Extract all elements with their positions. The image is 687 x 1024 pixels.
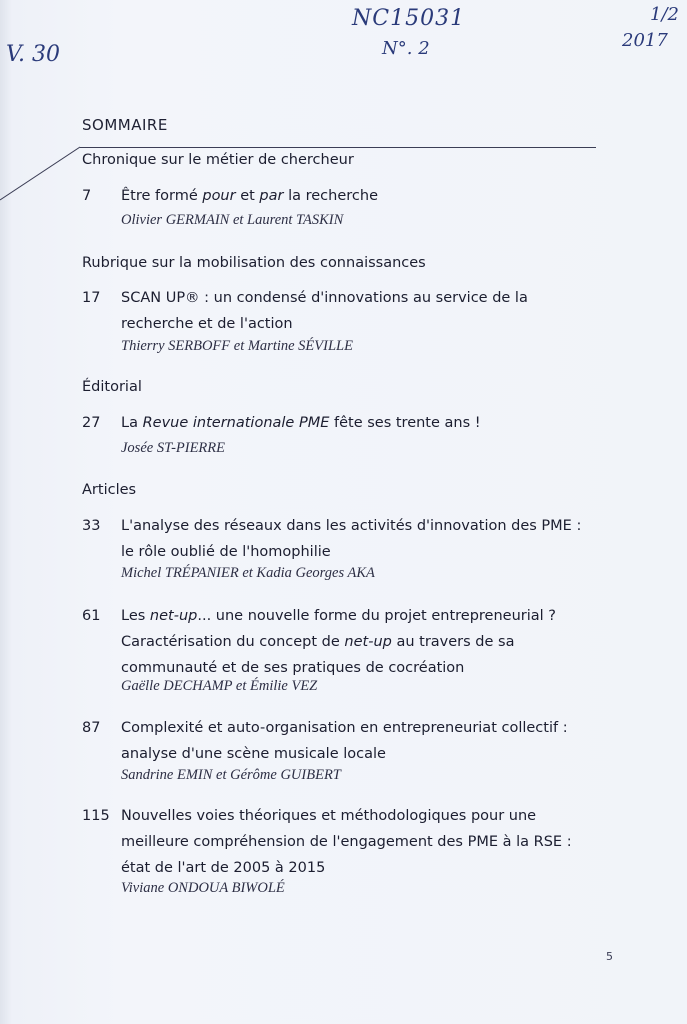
handwritten-volume: V. 30 bbox=[6, 42, 61, 67]
entry-page-number: 115 bbox=[82, 808, 110, 824]
page-title: SOMMAIRE bbox=[82, 116, 168, 134]
section-heading-rubrique: Rubrique sur la mobilisation des connaissances bbox=[82, 255, 426, 271]
handwritten-year: 2017 bbox=[622, 30, 668, 51]
entry-authors: Gaëlle DECHAMP et Émilie VEZ bbox=[121, 678, 318, 694]
handwritten-reference: NC15031 bbox=[352, 6, 466, 31]
entry-title: Complexité et auto-organisation en entrepreneuriat collectif : analyse d'une scène musicale locale bbox=[121, 720, 568, 762]
entry-authors: Olivier GERMAIN et Laurent TASKIN bbox=[121, 212, 344, 228]
entry-authors: Viviane ONDOUA BIWOLÉ bbox=[121, 880, 285, 896]
entry-page-number: 7 bbox=[82, 188, 92, 204]
entry-title: Nouvelles voies théoriques et méthodologiques pour une meilleure compréhension de l'engagement des PME à la RSE : état de l'art de 2005 à 2015 bbox=[121, 808, 572, 876]
entry-title: SCAN UP® : un condensé d'innovations au service de la recherche et de l'action bbox=[121, 290, 528, 332]
entry-title: La Revue internationale PME fête ses trente ans ! bbox=[121, 415, 481, 431]
entry-page-number: 61 bbox=[82, 608, 101, 624]
handwritten-part: 1/2 bbox=[650, 4, 679, 25]
entry-page-number: 17 bbox=[82, 290, 101, 306]
entry-title: L'analyse des réseaux dans les activités d'innovation des PME : le rôle oublié de l'homophilie bbox=[121, 518, 582, 560]
entry-title: Les net-up... une nouvelle forme du projet entrepreneurial ? Caractérisation du concept de net-up au travers de sa communauté et de ses pratiques de cocréation bbox=[121, 608, 556, 676]
entry-authors: Thierry SERBOFF et Martine SÉVILLE bbox=[121, 338, 353, 354]
entry-page-number: 87 bbox=[82, 720, 101, 736]
handwritten-number: N°. 2 bbox=[382, 38, 430, 59]
entry-page-number: 27 bbox=[82, 415, 101, 431]
section-heading-articles: Articles bbox=[82, 482, 137, 498]
section-heading-chronique: Chronique sur le métier de chercheur bbox=[82, 152, 354, 168]
entry-title: Être formé pour et par la recherche bbox=[121, 188, 378, 204]
horizontal-rule bbox=[80, 147, 596, 148]
section-heading-editorial: Éditorial bbox=[82, 379, 142, 395]
diagonal-rule bbox=[0, 140, 80, 210]
entry-authors: Michel TRÉPANIER et Kadia Georges AKA bbox=[121, 565, 375, 581]
entry-page-number: 33 bbox=[82, 518, 101, 534]
entry-authors: Josée ST-PIERRE bbox=[121, 440, 226, 456]
entry-authors: Sandrine EMIN et Gérôme GUIBERT bbox=[121, 767, 341, 783]
page-number: 5 bbox=[606, 950, 613, 963]
